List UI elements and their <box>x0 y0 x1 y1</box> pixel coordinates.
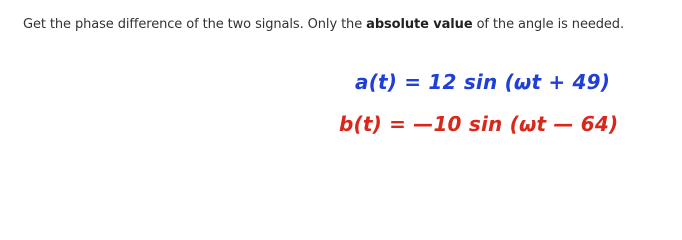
question-text <box>23 17 663 32</box>
question-emphasis: absolute value <box>366 17 473 32</box>
question-prefix: Get the phase difference of the two signals. Only the <box>23 17 367 32</box>
equation-a: a(t) = 12 sin (ωt + 49) <box>355 70 611 94</box>
question-suffix: of the angle is needed. <box>472 17 624 32</box>
equation-b: b(t) = —10 sin (ωt — 64) <box>339 112 619 136</box>
